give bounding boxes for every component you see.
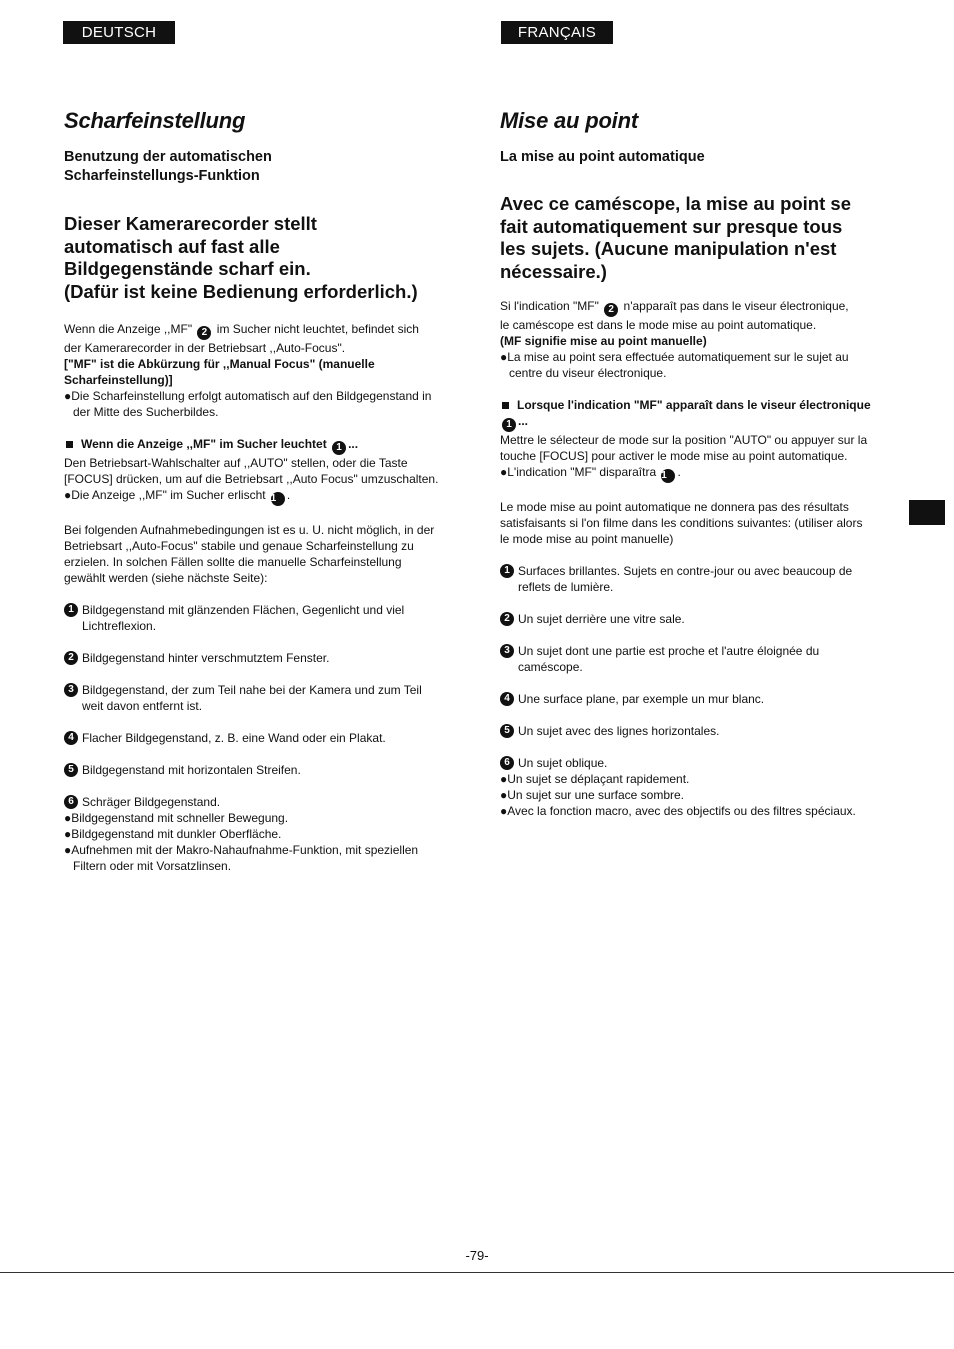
list-item bbox=[64, 794, 444, 810]
intro-paragraph bbox=[64, 321, 444, 420]
bullet-item: ●L'indication "MF" disparaîtra bbox=[500, 465, 657, 479]
circled-number-1-icon: 1 bbox=[502, 418, 516, 432]
instruction-text: Mettre le sélecteur de mode sur la position "AUTO" ou appuyer sur la touche [FOCUS] pour activer le mode mise au point automatique. bbox=[500, 433, 868, 463]
bullet-item: ●Un sujet sur une surface sombre. bbox=[500, 788, 684, 802]
circled-number-4-icon: 4 bbox=[500, 692, 514, 706]
text: Wenn die Anzeige ,,MF" bbox=[64, 322, 193, 336]
circled-number-3-icon: 3 bbox=[64, 683, 78, 697]
list-item bbox=[500, 691, 875, 707]
language-tab-deutsch: DEUTSCH bbox=[63, 21, 175, 44]
instruction-text: Den Betriebsart-Wahlschalter auf ,,AUTO" stellen, oder die Taste [FOCUS] drücken, um auf die Betriebsart ,,Auto Focus" umzuschalten. bbox=[64, 456, 439, 486]
section-subtitle-line: Scharfeinstellungs-Funktion bbox=[64, 168, 260, 184]
list-item-text: Une surface plane, par exemple un mur blanc. bbox=[518, 692, 765, 706]
ellipsis: ... bbox=[348, 437, 359, 451]
circled-number-4-icon: 4 bbox=[64, 731, 78, 745]
lead-line: fait automatiquement sur presque tous bbox=[500, 215, 843, 237]
lead-line: Bildgegenstände scharf ein. bbox=[64, 258, 311, 279]
subheading: Lorsque l'indication "MF" apparaît dans le viseur électronique bbox=[517, 398, 871, 412]
bullet-item: ●La mise au point sera effectuée automatiquement sur le sujet au centre du viseur électronique. bbox=[500, 350, 849, 380]
list-item bbox=[500, 643, 875, 675]
text: der Kamerarecorder in der Betriebsart ,,Auto-Focus". bbox=[64, 341, 346, 355]
abbreviation-note: (MF signifie mise au point manuelle) bbox=[500, 334, 707, 348]
circled-number-2-icon: 2 bbox=[604, 303, 618, 317]
section-subtitle-line: Benutzung der automatischen bbox=[64, 149, 272, 165]
list-item-text: Un sujet avec des lignes horizontales. bbox=[518, 724, 720, 738]
list-item-text: Un sujet oblique. bbox=[518, 756, 608, 770]
list-item bbox=[64, 650, 444, 666]
circled-number-2-icon: 2 bbox=[500, 612, 514, 626]
circled-number-1-icon: 1 bbox=[332, 441, 346, 455]
text: n'apparaît pas dans le viseur électronique, bbox=[623, 299, 849, 313]
list-item bbox=[500, 723, 875, 739]
list-item bbox=[64, 762, 444, 778]
list-item bbox=[500, 755, 875, 771]
list-item-text: Un sujet dont une partie est proche et l'autre éloignée du caméscope. bbox=[518, 644, 820, 674]
section-subtitle: La mise au point automatique bbox=[500, 149, 705, 165]
lead-statement bbox=[500, 193, 875, 283]
list-item-text: Bildgegenstand, der zum Teil nahe bei der Kamera und zum Teil weit davon entfernt ist. bbox=[82, 683, 422, 713]
circled-number-1-icon: 1 bbox=[64, 603, 78, 617]
list-item-text: Flacher Bildgegenstand, z. B. eine Wand oder ein Plakat. bbox=[82, 731, 386, 745]
list-item-text: Un sujet derrière une vitre sale. bbox=[518, 612, 685, 626]
intro-paragraph bbox=[500, 298, 875, 381]
list-item-text: Surfaces brillantes. Sujets en contre-jour ou avec beaucoup de reflets de lumière. bbox=[518, 564, 853, 594]
circled-number-5-icon: 5 bbox=[500, 724, 514, 738]
conditions-intro: Le mode mise au point automatique ne donnera pas des résultats satisfaisants si l'on filme dans les conditions suivantes: (utiliser alors le mode mise au point manuelle) bbox=[500, 500, 863, 546]
lead-line: nécessaire.) bbox=[500, 260, 607, 282]
list-item-text: Schräger Bildgegenstand. bbox=[82, 795, 221, 809]
list-item bbox=[64, 682, 444, 714]
bullet-item: ●Avec la fonction macro, avec des objectifs ou des filtres spéciaux. bbox=[500, 804, 856, 818]
ellipsis: ... bbox=[518, 414, 529, 428]
list-item bbox=[64, 730, 444, 746]
bullet-item: ●Die Scharfeinstellung erfolgt automatisch auf den Bildgegenstand in der Mitte des Sucherbildes. bbox=[64, 389, 432, 419]
subheading: Wenn die Anzeige ,,MF" im Sucher leuchtet bbox=[81, 437, 327, 451]
circled-number-2-icon: 2 bbox=[64, 651, 78, 665]
list-item bbox=[500, 563, 875, 595]
chapter-thumb-tab bbox=[909, 500, 945, 525]
circled-number-5-icon: 5 bbox=[64, 763, 78, 777]
lead-line: Dieser Kamerarecorder stellt bbox=[64, 213, 317, 234]
circled-number-1-icon: 1 bbox=[271, 492, 285, 506]
circled-number-3-icon: 3 bbox=[500, 644, 514, 658]
circled-number-1-icon: 1 bbox=[661, 469, 675, 483]
section-title: Mise au point bbox=[500, 108, 638, 133]
bullet-item: ●Un sujet se déplaçant rapidement. bbox=[500, 772, 690, 786]
conditions-list bbox=[64, 602, 444, 874]
circled-number-1-icon: 1 bbox=[500, 564, 514, 578]
square-bullet-icon bbox=[66, 441, 73, 448]
list-item-text: Bildgegenstand mit horizontalen Streifen. bbox=[82, 763, 301, 777]
conditions-list bbox=[500, 563, 875, 819]
footer-divider bbox=[0, 1272, 954, 1273]
language-tab-francais: FRANÇAIS bbox=[501, 21, 613, 44]
list-item-text: Bildgegenstand mit glänzenden Flächen, Gegenlicht und viel Lichtreflexion. bbox=[82, 603, 405, 633]
lead-line: les sujets. (Aucune manipulation n'est bbox=[500, 238, 837, 259]
german-column bbox=[64, 108, 444, 874]
lead-line: (Dafür ist keine Bedienung erforderlich.) bbox=[64, 280, 418, 302]
text: im Sucher nicht leuchtet, befindet sich bbox=[216, 322, 419, 336]
abbreviation-note: ["MF" ist die Abkürzung für ,,Manual Focus" (manuelle Scharfeinstellung)] bbox=[64, 357, 375, 387]
circled-number-6-icon: 6 bbox=[64, 795, 78, 809]
text: le caméscope est dans le mode mise au point automatique. bbox=[500, 318, 817, 332]
square-bullet-icon bbox=[502, 402, 509, 409]
period: . bbox=[286, 488, 291, 502]
list-item bbox=[64, 602, 444, 634]
period: . bbox=[677, 465, 681, 479]
french-column bbox=[500, 108, 875, 819]
page-number: -79- bbox=[465, 1248, 489, 1263]
section-title: Scharfeinstellung bbox=[64, 108, 246, 133]
circled-number-6-icon: 6 bbox=[500, 756, 514, 770]
list-item-text: Bildgegenstand hinter verschmutztem Fenster. bbox=[82, 651, 330, 665]
bullet-item: ●Bildgegenstand mit dunkler Oberfläche. bbox=[64, 827, 282, 841]
text: Si l'indication "MF" bbox=[500, 299, 599, 313]
bullet-item: ●Aufnehmen mit der Makro-Nahaufnahme-Funktion, mit speziellen Filtern oder mit Vorsatzlinsen. bbox=[64, 843, 419, 873]
bullet-item: ●Bildgegenstand mit schneller Bewegung. bbox=[64, 811, 289, 825]
lead-line: automatisch auf fast alle bbox=[64, 235, 280, 257]
mf-lit-section bbox=[64, 436, 444, 506]
lead-line: Avec ce caméscope, la mise au point se bbox=[500, 193, 851, 214]
conditions-intro: Bei folgenden Aufnahmebedingungen ist es u. U. nicht möglich, in der Betriebsart ,,Auto-Focus" stabile und genaue Scharfeinstellung zu erzielen. In solchen Fällen sollte die manuelle Scharfeinstellung gewählt werden (siehe nächste Seite): bbox=[64, 523, 435, 585]
mf-lit-section bbox=[500, 397, 875, 483]
list-item bbox=[500, 611, 875, 627]
circled-number-2-icon: 2 bbox=[197, 326, 211, 340]
bullet-item: ●Die Anzeige ,,MF" im Sucher erlischt bbox=[64, 488, 266, 502]
lead-statement bbox=[64, 213, 444, 303]
